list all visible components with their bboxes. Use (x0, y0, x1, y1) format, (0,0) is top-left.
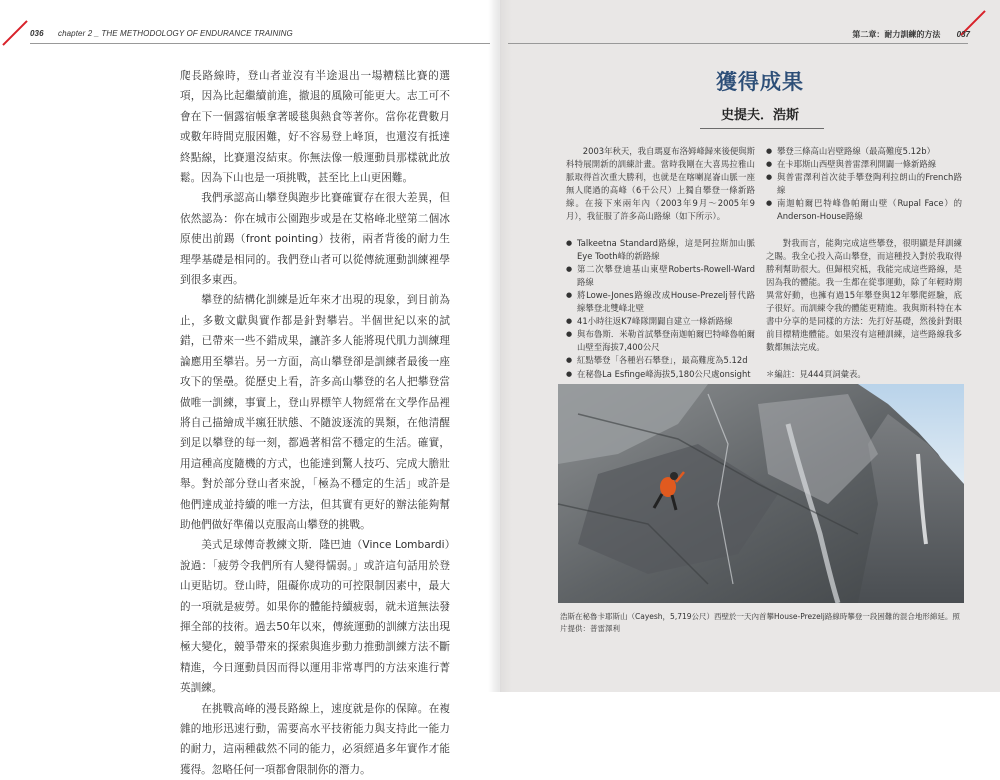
list-item: ● 與布魯斯．米勒首試攀登南迦帕爾巴特峰魯帕爾山壁至海拔7,400公尺 (566, 328, 755, 354)
achievement-list-b (766, 145, 962, 224)
sidebar-author: 史提夫．浩斯 (720, 108, 799, 123)
photo-caption: 浩斯在秘魯卡耶斯山（Cayesh，5,719公尺）西壁於一天內首攀House-Prezelj路線時攀登一段困難的混合地形綿延。照片提供：普雷澤利 (560, 612, 960, 633)
right-page-number: 037 (956, 30, 970, 39)
right-header-rule (508, 43, 968, 44)
left-body-text (180, 66, 450, 780)
list-item: ● 紅點攀登「各種岩石攀登」，最高難度為5.12d (566, 354, 755, 367)
climbing-photo (558, 384, 964, 603)
sidebar-title: 獲得成果 (716, 70, 804, 94)
sidebar-column-left (566, 145, 755, 381)
right-chapter-label: 第二章：耐力訓練的方法 (852, 30, 941, 39)
body-paragraph: 爬長路線時，登山者並沒有半途退出一場糟糕比賽的選項，因為比起繼續前進，撤退的風險可能更大。志工可不會在下一個露宿帳拿著暖毯與熱食等著你。當你花費數月或數年時間克服困難，好不容易登上峰頂，也還沒有抵達終點線，比賽還沒結束。你無法像一般運動員那樣就此放鬆。因為下山也是一項挑戰，甚至比上山更困難。 (180, 70, 450, 185)
climbing-photo-image (558, 384, 964, 603)
reflection-paragraph: 對我而言，能夠完成這些攀登，很明顯是拜訓練之賜。我全心投入高山攀登，而這種投入對於我取得勝利幫助很大。但歸根究柢，我能完成這些路線，是因為我的體能。我一生都在從事運動，除了年輕時期異常好動，也擁有過15年攀登與12年攀爬經驗，底子很好。而訓練令我的體能更精進。我與斯科特在本書中分享的是同樣的方法：先打好基礎，然後針對眼前目標精進體能。如果沒有這種訓練，這些路線我多數都無法完成。 (766, 237, 962, 353)
body-paragraph: 美式足球傳奇教練文斯．隆巴迪（Vince Lombardi）說過：「疲勞令我們所有人變得懦弱。」或許這句話用於登山更貼切。登山時，阻礙你成功的可控限制因素中，最大的一項就是疲勞。如果你的體能持續疲弱，就未道無法發揮全部的技術。過去50年以來，傳統運動的訓練方法出現極大變化，競爭帶來的探索與進步動力推動訓練方法不斷精進，今日運動員因而得以運用非常專門的方法來進行菁英訓練。 (180, 539, 450, 695)
left-running-head (30, 29, 470, 43)
sidebar-column-right (766, 145, 962, 382)
list-item: ● 將Lowe-Jones路線改成House-Prezelj替代路線攀登北雙峰北壁 (566, 289, 755, 315)
left-page-number: 036 (30, 29, 44, 38)
list-item: ● 南迦帕爾巴特峰魯帕爾山壁（Rupal Face）的Anderson-House路線 (766, 197, 962, 223)
achievement-list-a (566, 237, 755, 381)
body-paragraph: 在挑戰高峰的漫長路線上，速度就是你的保障。在複雜的地形迅速行動，需要高水平技術能力與支持此一能力的耐力，這兩種截然不同的能力，必須經過多年實作才能獲得。忽略任何一項都會限制你的潛力。 (180, 702, 450, 776)
list-item: ● 與普雷澤利首次徒手攀登陶利拉朗山的French路線 (766, 171, 962, 197)
list-item: ● Talkeetna Standard路線，這是阿拉斯加山脈Eye Tooth峰的新路線 (566, 237, 755, 263)
list-item: ● 第二次攀登迪基山東壁Roberts-Rowell-Ward路線 (566, 263, 755, 289)
body-paragraph: 攀登的結構化訓練是近年來才出現的現象，到目前為止，多數文獻與實作都是針對攀岩。半個世紀以來的試錯，已帶來一些不錯成果，讓許多人能將現代肌力訓練理論應用至攀岩。另一方面，高山攀登卻是訓練者最後一座攻下的堡壘。從歷史上看，許多高山攀登的名人把攀登當做唯一訓練，事實上，登山界標竿人物經常在文學作品裡將自己描繪成半瘋狂狀態、不隨波逐流的異類，在他清醒到足以攀登的每一刻，都過著相當不穩定的生活。確實，用這種高度隨機的方式，也能達到驚人技巧、完成大膽壯舉。對於部分登山者來說，「極為不穩定的生活」或許是他們達成並持續的唯一方法，但其實有更好的辦法能夠幫助他們做好準備以克服高山攀登的挑戰。 (180, 294, 450, 531)
list-item: ● 在卡耶斯山西壁與普雷澤利開闢一條新路線 (766, 158, 962, 171)
editor-note: ＊編註：見444頁詞彙表。 (766, 369, 866, 380)
left-header-rule (30, 43, 490, 44)
book-gutter (488, 0, 512, 692)
list-item: ● 在秘魯La Esfinge峰海拔5,180公尺處onsight (566, 368, 755, 381)
intro-paragraph: 2003年秋天，我自瑪夏布洛姆峰歸來後便與斯科特展開新的訓練計畫。當時我剛在大喜馬拉雅山脈取得首次重大勝利，也就是在喀喇崑崙山脈一座無人爬過的高峰（6千公尺）上獨自攀登一條新路線。在接下來兩年內（2003年9月～2005年9月），我征服了許多高山路線（如下所示）。 (566, 146, 755, 222)
right-running-head (840, 29, 970, 43)
list-item: ● 攀登三條高山岩壁路線（最高難度5.12b） (766, 145, 962, 158)
title-underline (700, 128, 824, 129)
list-item: ● 41小時往返K7峰隊開闢自建立一條新路線 (566, 315, 755, 328)
body-paragraph: 我們承認高山攀登與跑步比賽確實存在很大差異，但依然認為：你在城市公園跑步或是在艾格峰北壁第二個冰原使出前踢（front pointing）技術，兩者背後的耐力生理學基礎是相同的。我們登山者可以從傳統運動訓練裡學到很多東西。 (180, 192, 450, 287)
left-chapter-title: chapter 2 _ THE METHODOLOGY OF ENDURANCE TRAINING (57, 29, 293, 38)
